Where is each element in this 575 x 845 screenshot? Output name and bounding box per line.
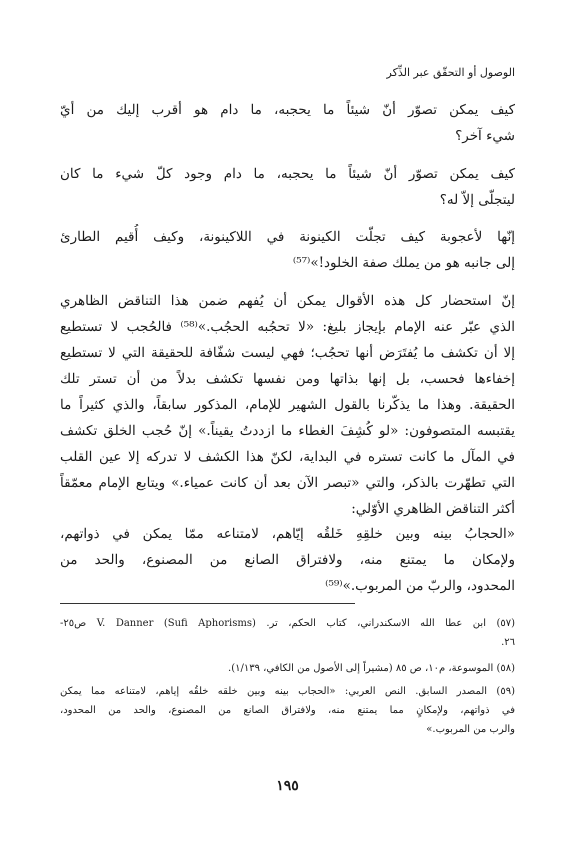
footnote-divider [60, 603, 355, 604]
text-line: إلا أن تكشف ما يُفتَرَض أنها تحجُب؛ فهي ليست شفّافة للحقيقة التي لا تستطيع [60, 345, 515, 361]
body-paragraph [60, 288, 515, 522]
footnote-line: (٥٩) المصدر السابق. النص العربي: «الحجاب بينه وبين خلقه خلقُه إياهم، لامتناعه مما يمكن [60, 686, 515, 697]
footnote-57 [60, 614, 515, 652]
footnote-58 [60, 659, 515, 678]
quote-paragraph-3 [60, 224, 515, 276]
footnote-line: في ذواتهم، ولإمكانٍ مما يمتنع منه، ولافتراق الصانع من المصنوع، والحد من المحدود، [60, 705, 515, 716]
text-line: ليتجلّى إلاّ له؟ [439, 192, 515, 208]
quote-paragraph-2 [60, 161, 515, 213]
text-line: كيف يمكن تصوّر أنّ شيئاً ما يحجبه، ما دام وجود كلّ شيء ما كان [60, 166, 515, 182]
text-line: إنّها لأعجوبة كيف تجلّت الكينونة في اللاكينونة، وكيف أُقيم الطارئ [60, 229, 515, 245]
text-line: إلى جانبه هو من يملك صفة الخلود!»⁽⁵⁷⁾ [292, 255, 515, 271]
page-number: ١٩٥ [276, 778, 299, 794]
text-line: إنّ استحضار كل هذه الأقوال يمكن أن يُفهم ضمن هذا التناقض الظاهري [60, 293, 515, 309]
text-line: المحدود، والربّ من المربوب.»⁽⁵⁹⁾ [325, 578, 515, 594]
footnote-line: والرب من المربوب.» [426, 724, 515, 735]
footnote-line: (٥٧) ابن عطا الله الاسكندراني، كتاب الحكم، تر. V. Danner (Sufi Aphorisms) ص٢٥- [60, 618, 515, 629]
footnote-line: (٥٨) الموسوعة، م١٠، ص ٨٥ (مشيراً إلى الأصول من الكافي، ١/١٣٩). [228, 663, 515, 674]
text-line: يقتبسه المتصوفون: «لو كُشِفَ الغطاء ما ازددتُ يقيناً.» إنّ حُجب الخلق تكشف [60, 423, 515, 439]
text-line: ولإمكان ما يمتنع منه، ولافتراق الصانع من المصنوع، والحد من [60, 552, 515, 568]
quote-paragraph-1 [60, 97, 515, 149]
running-header: الوصول أو التحقّق عبر الذِّكر [386, 66, 515, 79]
text-line: شيء آخر؟ [455, 128, 515, 144]
text-line: كيف يمكن تصوّر أنّ شيئاً ما يحجبه، ما دام هو أقرب إليك من أيّ [60, 102, 515, 118]
text-line: في المآل ما كانت تستره في البداية، لكنّ هذا الكشف لا تدركه إلا عين القلب [60, 449, 515, 465]
text-line: التي تطهّرت بالذكر، والتي «تبصر الآن بعد أن كانت عمياء.» ويتابع الإمام معمّقاً [60, 475, 515, 491]
text-line: الذي عبّر عنه الإمام بإيجاز بليغ: «لا تحجُبه الحجُب.»⁽⁵⁸⁾ فالحُجب لا تستطيع [60, 319, 515, 335]
footnote-line: ٢٦. [501, 637, 515, 648]
text-line: أكثر التناقض الظاهري الأوّلي: [351, 501, 515, 517]
text-line: إخفاءها فحسب، بل إنها بذاتها ومن نفسها تكشف بدلاً من أن تستر تلك [60, 371, 515, 387]
quote-paragraph-4 [60, 521, 515, 599]
text-line: «الحجابُ بينه وبين خلقِهِ خَلقُه إيّاهم، لامتناعه ممّا يمكن في ذواتهم، [60, 526, 515, 542]
footnote-59 [60, 682, 515, 739]
text-line: الحقيقة. وهذا ما يذكّرنا بالقول الشهير للإمام، المذكور سابقاً، والذي كثيراً ما [60, 397, 515, 413]
